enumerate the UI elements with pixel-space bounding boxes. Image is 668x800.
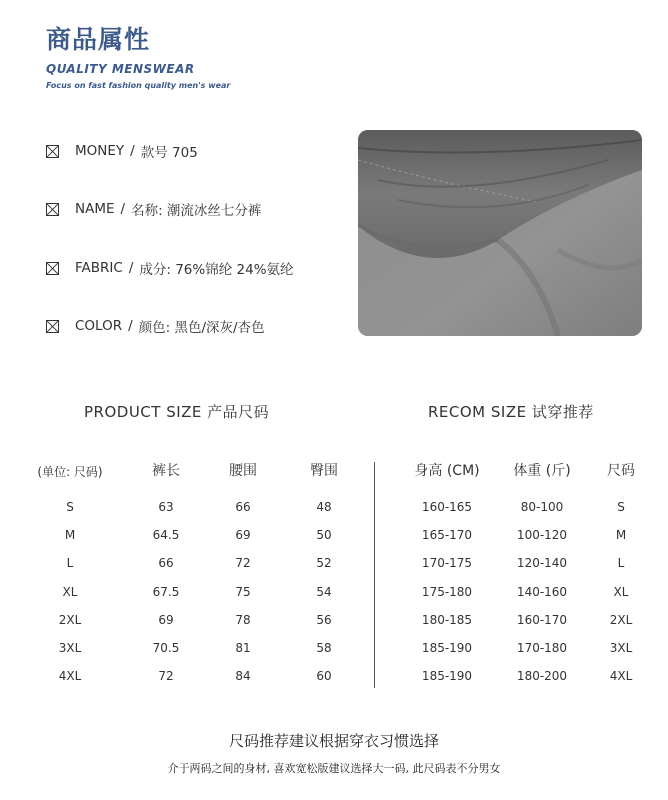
table-cell: 48 (316, 500, 332, 514)
table-header: 臀围 (310, 463, 338, 479)
footer-note-title: 尺码推荐建议根据穿衣习惯选择 (228, 732, 439, 750)
attribute-separator: / (130, 143, 135, 159)
table-cell: 180-185 (421, 612, 473, 627)
table-cell: 56 (316, 612, 332, 627)
table-cell: 72 (158, 669, 174, 684)
table-cell: 185-190 (421, 641, 473, 655)
table-cell: 60 (316, 669, 332, 684)
table-header: 尺码 (607, 463, 635, 479)
table-cell: 63 (158, 500, 174, 514)
table-cell: XL (613, 584, 629, 599)
attribute-label: NAME (75, 201, 115, 217)
table-cell: 3XL (58, 641, 82, 655)
page-title: 商品属性 (46, 25, 151, 54)
table-cell: 70.5 (152, 641, 180, 655)
checkbox-icon (46, 145, 59, 158)
table-cell: 58 (316, 641, 332, 655)
table-cell: 72 (235, 556, 251, 571)
table-cell: 140-160 (516, 584, 568, 599)
table-cell: 81 (235, 641, 251, 655)
fabric-detail-photo (358, 130, 642, 336)
table-cell: 78 (235, 612, 251, 627)
attribute-name (46, 199, 261, 219)
attribute-separator: / (128, 260, 134, 276)
table-cell: S (66, 500, 74, 514)
table-cell: 160-170 (516, 612, 568, 627)
waistband-image (358, 130, 642, 336)
table-cell: 75 (235, 584, 251, 599)
checkbox-icon (46, 262, 59, 275)
attribute-value: 成分: 76%锦纶 24%氨纶 (139, 262, 294, 278)
table-cell: 54 (316, 584, 332, 599)
table-cell: 84 (235, 669, 251, 684)
attribute-value: 款号 705 (140, 145, 198, 161)
table-cell: 165-170 (421, 528, 473, 543)
brand-tagline: Focus on fast fashion quality men's wear (46, 81, 231, 90)
table-cell: 69 (158, 612, 174, 627)
table-cell: 52 (316, 556, 332, 571)
table-cell: 3XL (609, 641, 633, 655)
table-cell: 175-180 (421, 584, 473, 599)
attribute-money (46, 141, 198, 161)
footer-note-detail: 介于两码之间的身材, 喜欢宽松版建议选择大一码, 此尺码表不分男女 (167, 762, 501, 775)
table-cell: 170-180 (516, 641, 568, 655)
table-cell: 66 (158, 556, 174, 571)
table-header: 腰围 (229, 463, 257, 479)
table-cell: 180-200 (516, 669, 568, 684)
table-cell: 64.5 (152, 528, 180, 543)
table-cell: S (617, 500, 625, 514)
attribute-separator: / (128, 318, 133, 334)
table-cell: M (615, 528, 627, 543)
attribute-color (46, 316, 265, 336)
table-cell: L (66, 556, 74, 571)
table-cell: 80-100 (520, 500, 564, 514)
table-header: 体重 (斤) (513, 463, 571, 479)
table-cell: 160-165 (421, 500, 473, 514)
table-cell: 2XL (58, 612, 82, 627)
table-cell: 4XL (58, 669, 82, 684)
table-cell: XL (62, 584, 78, 599)
table-cell: 50 (316, 528, 332, 543)
table-header: 身高 (CM) (414, 463, 480, 479)
checkbox-icon (46, 203, 59, 216)
table-cell: L (617, 556, 625, 571)
table-cell: 170-175 (421, 556, 473, 571)
attribute-label: MONEY (75, 143, 125, 159)
table-divider (374, 462, 375, 688)
attribute-label: FABRIC (75, 260, 123, 276)
recom-size-title: RECOM SIZE 试穿推荐 (428, 403, 594, 421)
checkbox-icon (46, 320, 59, 333)
brand-name: QUALITY MENSWEAR (46, 62, 195, 76)
table-cell: M (64, 528, 76, 543)
table-cell: 66 (235, 500, 251, 514)
table-header: 裤长 (152, 463, 180, 479)
table-cell: 67.5 (152, 584, 180, 599)
attribute-fabric (46, 258, 294, 278)
product-size-title: PRODUCT SIZE 产品尺码 (84, 403, 270, 421)
table-cell: 185-190 (421, 669, 473, 684)
attribute-separator: / (120, 201, 126, 217)
table-header: (单位: 尺码) (37, 465, 103, 479)
attribute-label: COLOR (75, 318, 123, 334)
attribute-value: 名称: 潮流冰丝七分裤 (131, 203, 262, 219)
attribute-value: 颜色: 黑色/深灰/杏色 (138, 320, 265, 336)
table-cell: 100-120 (516, 528, 568, 543)
table-cell: 4XL (609, 669, 633, 684)
table-cell: 120-140 (516, 556, 568, 571)
table-cell: 2XL (609, 612, 633, 627)
table-cell: 69 (235, 528, 251, 543)
